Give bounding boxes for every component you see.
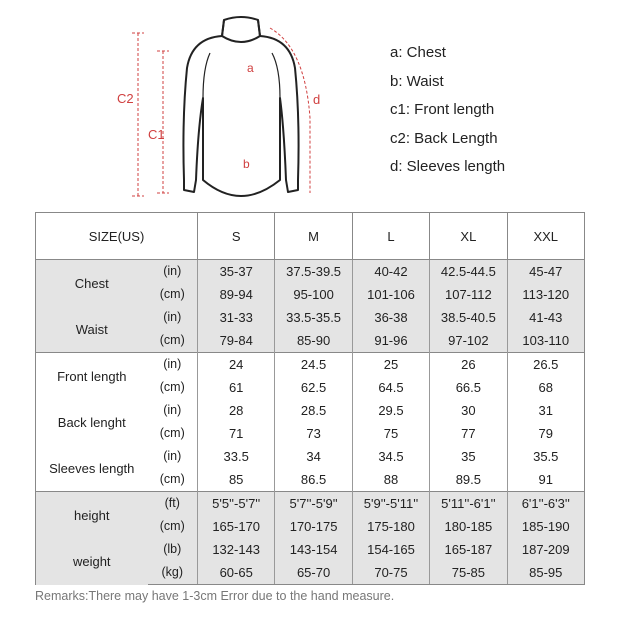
- table-cell: 35: [430, 445, 507, 468]
- table-cell: 33.5-35.5: [275, 306, 352, 329]
- unit-label: (in): [148, 260, 198, 284]
- table-cell: 97-102: [430, 329, 507, 353]
- table-cell: 25: [352, 353, 429, 377]
- unit-label: (cm): [148, 422, 198, 445]
- table-cell: 107-112: [430, 283, 507, 306]
- table-cell: 6'1''-6'3'': [507, 492, 584, 516]
- table-cell: 79: [507, 422, 584, 445]
- table-cell: 170-175: [275, 515, 352, 538]
- row-label: Back lenght: [36, 399, 148, 445]
- unit-label: (in): [148, 353, 198, 377]
- table-cell: 28.5: [275, 399, 352, 422]
- size-chart-table: [35, 212, 585, 585]
- legend-chest: a: Chest: [390, 44, 446, 61]
- table-cell: 85: [198, 468, 275, 492]
- table-row: [36, 399, 585, 422]
- table-row: [36, 306, 585, 329]
- size-header-s: S: [198, 213, 275, 260]
- unit-label: (cm): [148, 376, 198, 399]
- table-cell: 85-90: [275, 329, 352, 353]
- table-cell: 165-170: [198, 515, 275, 538]
- unit-label: (cm): [148, 329, 198, 353]
- row-label: height: [36, 492, 148, 539]
- table-cell: 33.5: [198, 445, 275, 468]
- legend-waist: b: Waist: [390, 72, 444, 90]
- table-cell: 64.5: [352, 376, 429, 399]
- table-cell: 5'9''-5'11'': [352, 492, 429, 516]
- size-header-xxl: XXL: [507, 213, 584, 260]
- label-c1: C1: [148, 127, 165, 142]
- table-cell: 103-110: [507, 329, 584, 353]
- jersey-illustration: [100, 8, 340, 208]
- table-cell: 132-143: [198, 538, 275, 561]
- table-cell: 41-43: [507, 306, 584, 329]
- table-cell: 5'11''-6'1'': [430, 492, 507, 516]
- table-cell: 91-96: [352, 329, 429, 353]
- table-cell: 95-100: [275, 283, 352, 306]
- unit-label: (cm): [148, 283, 198, 306]
- measurement-legend: [390, 42, 610, 185]
- size-header-xl: XL: [430, 213, 507, 260]
- legend-front-length: c1: Front length: [390, 101, 495, 118]
- size-column-header: SIZE(US): [36, 213, 198, 260]
- table-cell: 34: [275, 445, 352, 468]
- table-cell: 26.5: [507, 353, 584, 377]
- unit-label: (cm): [148, 468, 198, 492]
- table-row: [36, 445, 585, 468]
- table-cell: 175-180: [352, 515, 429, 538]
- unit-label: (cm): [148, 515, 198, 538]
- table-cell: 91: [507, 468, 584, 492]
- jersey-measurement-diagram: [100, 8, 340, 208]
- row-label: weight: [36, 538, 148, 585]
- size-header-m: M: [275, 213, 352, 260]
- label-d: d: [313, 92, 321, 107]
- row-label: Sleeves length: [36, 445, 148, 492]
- table-cell: 79-84: [198, 329, 275, 353]
- table-cell: 180-185: [430, 515, 507, 538]
- label-a: a: [247, 61, 254, 75]
- table-cell: 62.5: [275, 376, 352, 399]
- table-cell: 75: [352, 422, 429, 445]
- table-row: [36, 538, 585, 561]
- table-cell: 85-95: [507, 561, 584, 585]
- table-cell: 28: [198, 399, 275, 422]
- table-cell: 35.5: [507, 445, 584, 468]
- table-cell: 42.5-44.5: [430, 260, 507, 284]
- table-cell: 154-165: [352, 538, 429, 561]
- table-cell: 38.5-40.5: [430, 306, 507, 329]
- table-cell: 34.5: [352, 445, 429, 468]
- unit-label: (in): [148, 399, 198, 422]
- label-c2: C2: [117, 91, 134, 106]
- table-cell: 35-37: [198, 260, 275, 284]
- legend-back-length: c2: Back Length: [390, 129, 498, 147]
- jersey-outline: [183, 17, 298, 196]
- table-row: [36, 492, 585, 516]
- row-label: Chest: [36, 260, 148, 307]
- table-cell: 77: [430, 422, 507, 445]
- unit-label: (in): [148, 445, 198, 468]
- table-cell: 86.5: [275, 468, 352, 492]
- table-cell: 75-85: [430, 561, 507, 585]
- table-body: [36, 260, 585, 585]
- table-cell: 5'7''-5'9'': [275, 492, 352, 516]
- remarks-note: Remarks:There may have 1-3cm Error due to the hand measure.: [35, 589, 395, 603]
- table-cell: 143-154: [275, 538, 352, 561]
- table-cell: 70-75: [352, 561, 429, 585]
- table-cell: 24: [198, 353, 275, 377]
- table-cell: 88: [352, 468, 429, 492]
- table-cell: 61: [198, 376, 275, 399]
- table-cell: 40-42: [352, 260, 429, 284]
- label-b: b: [243, 157, 250, 171]
- unit-label: (ft): [148, 492, 198, 516]
- table-cell: 31: [507, 399, 584, 422]
- table-cell: 187-209: [507, 538, 584, 561]
- table-cell: 66.5: [430, 376, 507, 399]
- table-cell: 29.5: [352, 399, 429, 422]
- table-cell: 73: [275, 422, 352, 445]
- row-label: Front length: [36, 353, 148, 400]
- table-cell: 101-106: [352, 283, 429, 306]
- row-label: Waist: [36, 306, 148, 353]
- size-header-l: L: [352, 213, 429, 260]
- table-cell: 30: [430, 399, 507, 422]
- table-row: [36, 260, 585, 284]
- table-cell: 26: [430, 353, 507, 377]
- table-cell: 89-94: [198, 283, 275, 306]
- table-cell: 185-190: [507, 515, 584, 538]
- table-cell: 5'5''-5'7'': [198, 492, 275, 516]
- table-row: [36, 353, 585, 377]
- table-cell: 36-38: [352, 306, 429, 329]
- table-cell: 24.5: [275, 353, 352, 377]
- unit-label: (in): [148, 306, 198, 329]
- unit-label: (kg): [148, 561, 198, 585]
- table-cell: 68: [507, 376, 584, 399]
- table-cell: 89.5: [430, 468, 507, 492]
- table-cell: 31-33: [198, 306, 275, 329]
- table-cell: 165-187: [430, 538, 507, 561]
- table-cell: 60-65: [198, 561, 275, 585]
- table-cell: 45-47: [507, 260, 584, 284]
- table-cell: 113-120: [507, 283, 584, 306]
- table-cell: 37.5-39.5: [275, 260, 352, 284]
- table-cell: 71: [198, 422, 275, 445]
- table-cell: 65-70: [275, 561, 352, 585]
- unit-label: (lb): [148, 538, 198, 561]
- table-header-row: [36, 213, 585, 260]
- legend-sleeves-length: d: Sleeves length: [390, 158, 506, 175]
